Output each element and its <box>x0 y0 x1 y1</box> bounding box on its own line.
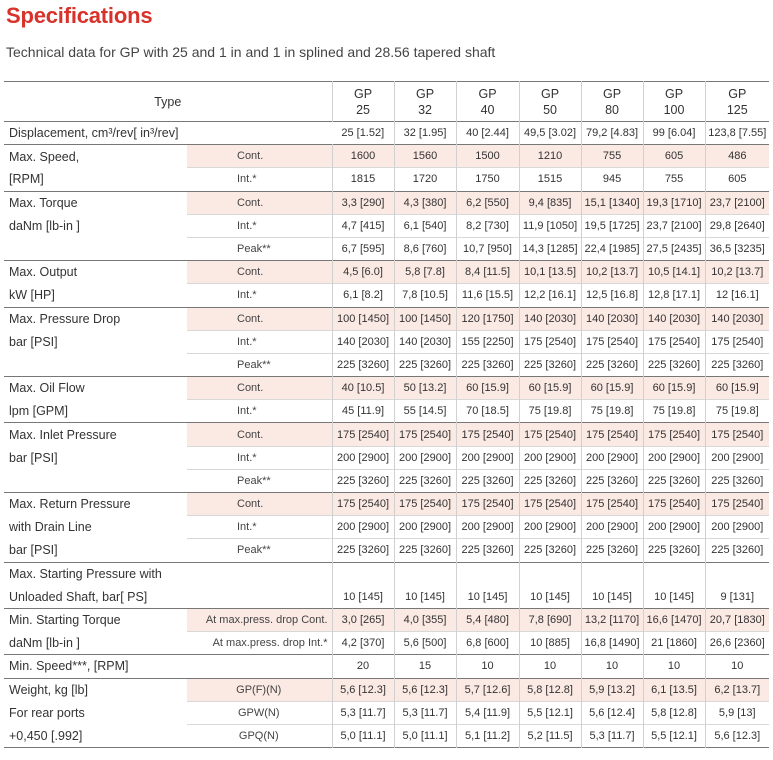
value-cell: 3,0 [265] <box>332 608 394 631</box>
row-condition: Int.* <box>187 516 332 539</box>
value-cell: 27,5 [2435] <box>643 237 705 260</box>
value-cell: 4,2 [370] <box>332 632 394 655</box>
row-label: Max. Output <box>4 261 187 284</box>
value-cell: 5,0 [11.1] <box>394 724 456 747</box>
value-cell: 945 <box>581 168 643 191</box>
row-label: Max. Speed, <box>4 145 187 168</box>
table-row <box>4 168 769 191</box>
value-cell: 10 [145] <box>581 585 643 608</box>
value-cell: 175 [2540] <box>519 330 581 353</box>
model-series: GP <box>415 86 435 101</box>
value-cell: 7,8 [690] <box>519 608 581 631</box>
row-label: bar [PSI] <box>9 334 58 349</box>
value-cell: 155 [2250] <box>456 330 519 353</box>
value-cell: 175 [2540] <box>705 423 769 446</box>
value-cell: 4,5 [6.0] <box>332 261 394 284</box>
value-cell: 225 [3260] <box>519 469 581 492</box>
value-cell: 200 [2900] <box>519 516 581 539</box>
value-cell: 16,8 [1490] <box>581 632 643 655</box>
value-cell: 755 <box>643 168 705 191</box>
value-cell: 140 [2030] <box>519 307 581 330</box>
row-label: daNm [lb-in ] <box>9 635 80 650</box>
row-condition: Int.* <box>187 214 332 237</box>
row-label: Max. Pressure Drop <box>4 307 187 330</box>
value-cell: 100 [1450] <box>394 307 456 330</box>
row-condition: Peak** <box>187 353 332 376</box>
value-cell: 225 [3260] <box>394 469 456 492</box>
value-cell: 5,2 [11.5] <box>519 724 581 747</box>
value-cell: 9 [131] <box>720 590 755 603</box>
value-cell: 5,8 [7.8] <box>394 261 456 284</box>
value-cell: 8,4 [11.5] <box>456 261 519 284</box>
value-cell <box>456 562 519 585</box>
row-condition: GP(F)(N) <box>187 678 332 701</box>
value-cell: 5,3 [11.7] <box>394 701 456 724</box>
table-row <box>4 701 769 724</box>
value-cell: 10 [145] <box>456 585 519 608</box>
value-cell: 10 [145] <box>332 585 394 608</box>
value-cell: 12,5 [16.8] <box>581 284 643 307</box>
value-cell: 4,0 [355] <box>394 608 456 631</box>
row-condition: Peak** <box>187 469 332 492</box>
value-cell: 175 [2540] <box>581 493 643 516</box>
row-condition <box>187 655 332 678</box>
value-cell: 605 <box>705 168 769 191</box>
value-cell: 175 [2540] <box>394 423 456 446</box>
table-body <box>4 122 769 748</box>
value-cell: 225 [3260] <box>705 353 769 376</box>
row-label: Max. Starting Pressure with <box>4 562 187 585</box>
value-cell: 11,9 [1050] <box>519 214 581 237</box>
table-row <box>4 377 769 400</box>
table-header-row <box>4 82 769 122</box>
value-cell: 5,3 [11.7] <box>332 701 394 724</box>
row-label: Max. Oil Flow <box>4 377 187 400</box>
value-cell: 225 [3260] <box>705 539 769 562</box>
model-header <box>394 82 456 122</box>
value-cell: 15,1 [1340] <box>581 191 643 214</box>
value-cell <box>332 562 394 585</box>
value-cell: 60 [15.9] <box>705 377 769 400</box>
value-cell: 99 [6.04] <box>643 122 705 145</box>
value-cell: 1500 <box>456 145 519 168</box>
value-cell: 200 [2900] <box>394 516 456 539</box>
table-row <box>4 353 769 376</box>
value-cell: 12 [16.1] <box>705 284 769 307</box>
table-row <box>4 608 769 631</box>
value-cell: 175 [2540] <box>456 423 519 446</box>
value-cell: 60 [15.9] <box>519 377 581 400</box>
value-cell: 140 [2030] <box>394 330 456 353</box>
table-row <box>4 284 769 307</box>
value-cell: 70 [18.5] <box>456 400 519 423</box>
model-size: 100 <box>663 102 685 117</box>
table-row <box>4 516 769 539</box>
value-cell: 175 [2540] <box>643 493 705 516</box>
value-cell: 5,5 [12.1] <box>643 724 705 747</box>
table-row <box>4 237 769 260</box>
value-cell: 5,1 [11.2] <box>456 724 519 747</box>
row-condition: Cont. <box>187 191 332 214</box>
value-cell: 1750 <box>456 168 519 191</box>
value-cell: 8,6 [760] <box>394 237 456 260</box>
row-condition: Int.* <box>187 330 332 353</box>
value-cell: 5,6 [12.3] <box>705 724 769 747</box>
value-cell: 8,2 [730] <box>456 214 519 237</box>
value-cell: 175 [2540] <box>332 493 394 516</box>
model-series: GP <box>728 86 747 101</box>
value-cell: 225 [3260] <box>394 353 456 376</box>
value-cell: 10 <box>643 655 705 678</box>
value-cell: 40 [10.5] <box>332 377 394 400</box>
value-cell: 200 [2900] <box>705 516 769 539</box>
value-cell: 5,6 [12.3] <box>332 678 394 701</box>
value-cell: 10 <box>705 655 769 678</box>
value-cell: 10,7 [950] <box>456 237 519 260</box>
value-cell: 5,3 [11.7] <box>581 724 643 747</box>
value-cell: 12,2 [16.1] <box>519 284 581 307</box>
value-cell: 225 [3260] <box>394 539 456 562</box>
row-condition: GPQ(N) <box>187 724 332 747</box>
value-cell: 175 [2540] <box>332 423 394 446</box>
row-condition: Int.* <box>187 400 332 423</box>
value-cell: 175 [2540] <box>643 330 705 353</box>
value-cell: 200 [2900] <box>581 446 643 469</box>
row-label: +0,450 [.992] <box>9 728 83 743</box>
page-subtitle: Technical data for GP with 25 and 1 in and 1 in splined and 28.56 tapered shaft <box>6 44 496 60</box>
row-condition <box>187 585 332 608</box>
value-cell: 5,5 [12.1] <box>519 701 581 724</box>
row-condition: Int.* <box>187 284 332 307</box>
value-cell: 225 [3260] <box>332 539 394 562</box>
table-row <box>4 585 769 608</box>
value-cell: 200 [2900] <box>456 446 519 469</box>
value-cell: 32 [1.95] <box>394 122 456 145</box>
value-cell: 10,1 [13.5] <box>519 261 581 284</box>
row-label: Max. Return Pressure <box>4 493 187 516</box>
table-row <box>4 469 769 492</box>
value-cell: 75 [19.8] <box>519 400 581 423</box>
value-cell: 225 [3260] <box>643 539 705 562</box>
value-cell: 45 [11.9] <box>332 400 394 423</box>
value-cell: 14,3 [1285] <box>519 237 581 260</box>
row-label: bar [PSI] <box>9 543 58 558</box>
value-cell: 10,2 [13.7] <box>581 261 643 284</box>
value-cell: 19,3 [1710] <box>643 191 705 214</box>
value-cell <box>643 562 705 585</box>
value-cell: 175 [2540] <box>705 330 769 353</box>
table-row <box>4 446 769 469</box>
row-condition: Cont. <box>187 145 332 168</box>
model-size: 80 <box>605 102 619 117</box>
value-cell: 175 [2540] <box>643 423 705 446</box>
table-row <box>4 145 769 168</box>
value-cell: 75 [19.8] <box>705 400 769 423</box>
model-header <box>643 82 705 122</box>
value-cell: 6,7 [595] <box>332 237 394 260</box>
value-cell: 10 <box>519 655 581 678</box>
row-label: Max. Inlet Pressure <box>4 423 187 446</box>
value-cell: 49,5 [3.02] <box>519 122 581 145</box>
value-cell: 60 [15.9] <box>581 377 643 400</box>
value-cell: 225 [3260] <box>456 469 519 492</box>
value-cell: 19,5 [1725] <box>581 214 643 237</box>
specifications-table <box>4 81 769 748</box>
model-header <box>705 82 769 122</box>
value-cell: 120 [1750] <box>456 307 519 330</box>
row-condition: Int.* <box>187 168 332 191</box>
value-cell: 75 [19.8] <box>643 400 705 423</box>
value-cell: 10 [145] <box>643 585 705 608</box>
value-cell: 21 [1860] <box>643 632 705 655</box>
row-label: with Drain Line <box>9 520 92 535</box>
value-cell: 5,7 [12.6] <box>456 678 519 701</box>
row-label: Displacement, cm³/rev[ in³/rev] <box>4 122 332 145</box>
value-cell: 5,9 [13] <box>705 701 769 724</box>
row-condition: Cont. <box>187 307 332 330</box>
value-cell <box>705 562 769 585</box>
table-row <box>4 122 769 145</box>
value-cell: 225 [3260] <box>456 539 519 562</box>
value-cell: 10 <box>581 655 643 678</box>
model-series: GP <box>664 86 684 101</box>
row-condition <box>187 562 332 585</box>
row-condition: Cont. <box>187 377 332 400</box>
model-size: 125 <box>726 102 748 117</box>
row-label: kW [HP] <box>9 288 55 303</box>
value-cell: 5,4 [11.9] <box>456 701 519 724</box>
value-cell: 25 [1.52] <box>332 122 394 145</box>
value-cell: 5,6 [12.3] <box>394 678 456 701</box>
value-cell: 6,1 [8.2] <box>332 284 394 307</box>
model-size: 32 <box>418 102 432 117</box>
value-cell: 200 [2900] <box>332 516 394 539</box>
table-row <box>4 191 769 214</box>
value-cell: 225 [3260] <box>332 469 394 492</box>
row-condition: Int.* <box>187 446 332 469</box>
value-cell: 5,0 [11.1] <box>332 724 394 747</box>
value-cell: 50 [13.2] <box>394 377 456 400</box>
row-label <box>4 353 187 376</box>
value-cell <box>519 562 581 585</box>
table-row <box>4 562 769 585</box>
value-cell: 29,8 [2640] <box>705 214 769 237</box>
value-cell: 13,2 [1170] <box>581 608 643 631</box>
value-cell: 11,6 [15.5] <box>456 284 519 307</box>
page-title: Specifications <box>6 3 153 28</box>
value-cell: 15 <box>394 655 456 678</box>
value-cell: 9,4 [835] <box>519 191 581 214</box>
row-condition: At max.press. drop Cont. <box>187 608 332 631</box>
value-cell: 175 [2540] <box>705 493 769 516</box>
model-series: GP <box>540 86 560 101</box>
value-cell: 225 [3260] <box>456 353 519 376</box>
value-cell: 140 [2030] <box>705 307 769 330</box>
row-label: daNm [lb-in ] <box>9 218 80 233</box>
row-label: Weight, kg [lb] <box>4 678 187 701</box>
value-cell: 3,3 [290] <box>332 191 394 214</box>
value-cell: 140 [2030] <box>643 307 705 330</box>
value-cell: 1720 <box>394 168 456 191</box>
value-cell: 4,3 [380] <box>394 191 456 214</box>
value-cell: 10 [145] <box>394 585 456 608</box>
value-cell: 60 [15.9] <box>643 377 705 400</box>
value-cell: 140 [2030] <box>332 330 394 353</box>
value-cell: 5,4 [480] <box>456 608 519 631</box>
row-label: Min. Speed***, [RPM] <box>4 655 187 678</box>
row-label: [RPM] <box>9 172 44 187</box>
row-condition: Cont. <box>187 493 332 516</box>
row-label: bar [PSI] <box>9 450 58 465</box>
row-condition: Peak** <box>187 237 332 260</box>
value-cell: 60 [15.9] <box>456 377 519 400</box>
table-row <box>4 678 769 701</box>
value-cell: 100 [1450] <box>332 307 394 330</box>
value-cell: 225 [3260] <box>643 353 705 376</box>
value-cell: 225 [3260] <box>581 469 643 492</box>
value-cell: 175 [2540] <box>519 423 581 446</box>
value-cell: 5,8 [12.8] <box>643 701 705 724</box>
row-condition: Cont. <box>187 261 332 284</box>
model-size: 25 <box>356 102 370 117</box>
value-cell: 175 [2540] <box>519 493 581 516</box>
row-label: Min. Starting Torque <box>4 608 187 631</box>
value-cell <box>394 562 456 585</box>
value-cell: 40 [2.44] <box>456 122 519 145</box>
value-cell: 1600 <box>332 145 394 168</box>
model-size: 50 <box>543 102 557 117</box>
table-row <box>4 539 769 562</box>
value-cell: 22,4 [1985] <box>581 237 643 260</box>
value-cell: 36,5 [3235] <box>705 237 769 260</box>
model-series: GP <box>353 86 373 101</box>
value-cell: 20,7 [1830] <box>705 608 769 631</box>
value-cell: 1515 <box>519 168 581 191</box>
table-row <box>4 261 769 284</box>
value-cell: 225 [3260] <box>581 353 643 376</box>
value-cell: 225 [3260] <box>519 539 581 562</box>
value-cell: 5,6 [12.4] <box>581 701 643 724</box>
value-cell: 26,6 [2360] <box>705 632 769 655</box>
value-cell: 486 <box>705 145 769 168</box>
value-cell: 175 [2540] <box>581 330 643 353</box>
value-cell: 605 <box>643 145 705 168</box>
table-row <box>4 423 769 446</box>
row-label <box>4 237 187 260</box>
value-cell: 175 [2540] <box>394 493 456 516</box>
value-cell: 20 <box>332 655 394 678</box>
value-cell: 4,7 [415] <box>332 214 394 237</box>
value-cell: 200 [2900] <box>456 516 519 539</box>
table-row <box>4 307 769 330</box>
value-cell: 225 [3260] <box>519 353 581 376</box>
value-cell: 79,2 [4.83] <box>581 122 643 145</box>
value-cell: 755 <box>581 145 643 168</box>
value-cell: 6,1 [540] <box>394 214 456 237</box>
value-cell: 12,8 [17.1] <box>643 284 705 307</box>
row-condition: Peak** <box>187 539 332 562</box>
value-cell: 10 [145] <box>519 585 581 608</box>
model-size: 40 <box>480 102 495 117</box>
row-label: lpm [GPM] <box>9 404 69 419</box>
row-condition: Cont. <box>187 423 332 446</box>
model-header <box>332 82 394 122</box>
table-row <box>4 655 769 678</box>
value-cell: 7,8 [10.5] <box>394 284 456 307</box>
model-series: GP <box>478 86 497 101</box>
row-label: For rear ports <box>9 705 85 720</box>
value-cell: 123,8 [7.55] <box>705 122 769 145</box>
value-cell: 10,2 [13.7] <box>705 261 769 284</box>
value-cell: 140 [2030] <box>581 307 643 330</box>
model-header <box>581 82 643 122</box>
value-cell: 1560 <box>394 145 456 168</box>
value-cell: 23,7 [2100] <box>643 214 705 237</box>
value-cell: 225 [3260] <box>332 353 394 376</box>
model-header <box>456 82 519 122</box>
value-cell: 16,6 [1470] <box>643 608 705 631</box>
table-row <box>4 330 769 353</box>
value-cell: 23,7 [2100] <box>705 191 769 214</box>
value-cell: 225 [3260] <box>581 539 643 562</box>
model-header <box>519 82 581 122</box>
table-row <box>4 724 769 747</box>
value-cell: 55 [14.5] <box>394 400 456 423</box>
model-series: GP <box>602 86 622 101</box>
value-cell: 6,1 [13.5] <box>643 678 705 701</box>
value-cell: 175 [2540] <box>456 493 519 516</box>
table-row <box>4 214 769 237</box>
value-cell: 75 [19.8] <box>581 400 643 423</box>
value-cell: 10,5 [14.1] <box>643 261 705 284</box>
value-cell: 5,8 [12.8] <box>519 678 581 701</box>
value-cell: 1210 <box>519 145 581 168</box>
value-cell: 200 [2900] <box>643 516 705 539</box>
value-cell: 200 [2900] <box>581 516 643 539</box>
value-cell: 200 [2900] <box>394 446 456 469</box>
table-row <box>4 493 769 516</box>
row-label <box>4 469 187 492</box>
table-row <box>4 400 769 423</box>
row-condition: At max.press. drop Int.* <box>187 632 332 655</box>
value-cell: 5,9 [13.2] <box>581 678 643 701</box>
value-cell: 10 <box>456 655 519 678</box>
row-condition: GPW(N) <box>187 701 332 724</box>
value-cell: 225 [3260] <box>643 469 705 492</box>
value-cell: 1815 <box>332 168 394 191</box>
row-label: Unloaded Shaft, bar[ PS] <box>9 589 148 604</box>
value-cell: 200 [2900] <box>519 446 581 469</box>
value-cell: 225 [3260] <box>705 469 769 492</box>
value-cell: 175 [2540] <box>581 423 643 446</box>
type-header: Type <box>4 82 332 122</box>
value-cell <box>581 562 643 585</box>
value-cell: 6,2 [13.7] <box>705 678 769 701</box>
value-cell: 6,2 [550] <box>456 191 519 214</box>
value-cell: 6,8 [600] <box>456 632 519 655</box>
value-cell: 10 [885] <box>519 632 581 655</box>
value-cell: 5,6 [500] <box>394 632 456 655</box>
row-label: Max. Torque <box>4 191 187 214</box>
value-cell: 200 [2900] <box>705 446 769 469</box>
value-cell: 200 [2900] <box>643 446 705 469</box>
value-cell: 200 [2900] <box>332 446 394 469</box>
table-row <box>4 632 769 655</box>
